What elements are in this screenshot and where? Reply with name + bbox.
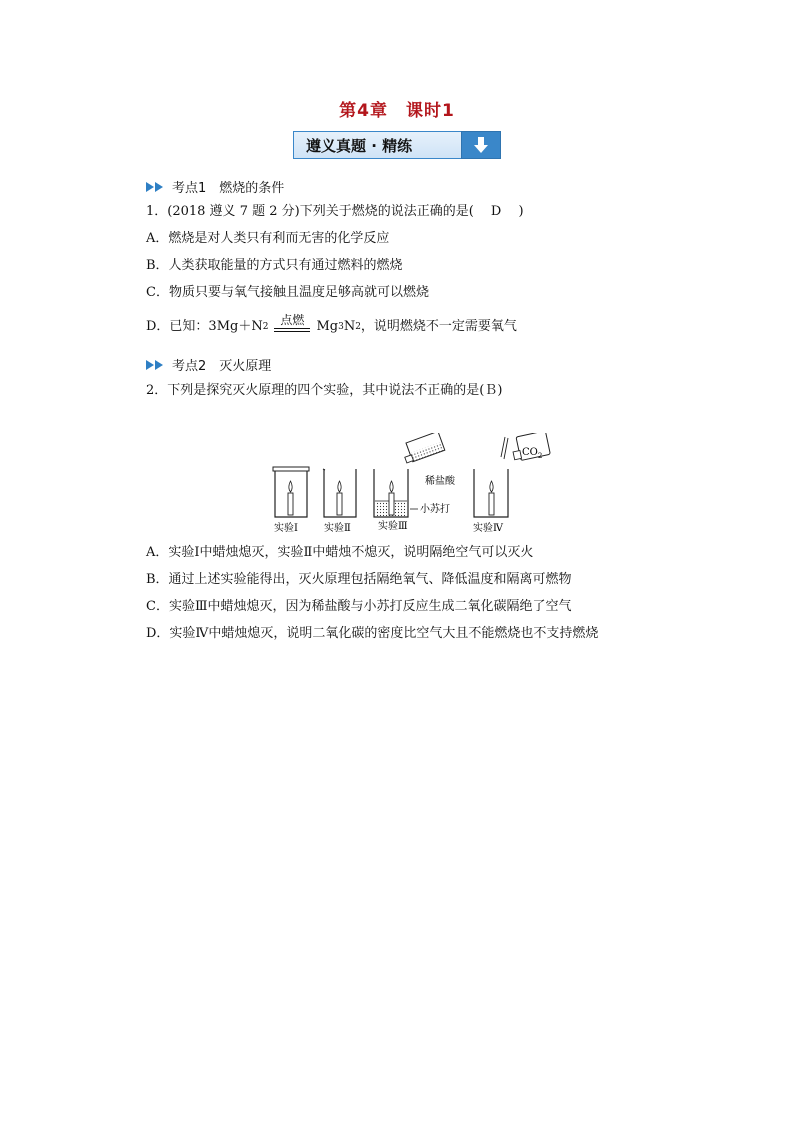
label-experiment-4: 实验Ⅳ bbox=[473, 523, 503, 534]
section-label: 考点1 燃烧的条件 bbox=[172, 181, 285, 196]
label-experiment-2: 实验Ⅱ bbox=[324, 523, 351, 534]
label-co2: $CO_2$ bbox=[522, 447, 543, 460]
double-arrow-icon bbox=[146, 360, 164, 370]
reaction-arrow bbox=[274, 314, 310, 332]
beaker-4 bbox=[474, 433, 550, 517]
option-c: C．物质只要与氧气接触且温度足够高就可以燃烧 bbox=[146, 285, 429, 300]
option-d: D．实验Ⅳ中蜡烛熄灭，说明二氧化碳的密度比空气大且不能燃烧也不支持燃烧 bbox=[146, 626, 599, 641]
reaction-condition: 点燃 bbox=[280, 313, 305, 327]
subscript: 3 bbox=[338, 322, 344, 332]
section-label: 考点2 灭火原理 bbox=[172, 359, 272, 374]
option-b: B．通过上述实验能得出，灭火原理包括隔绝氧气、降低温度和隔离可燃物 bbox=[146, 572, 572, 587]
beaker-1 bbox=[273, 467, 309, 517]
chapter-title: 第4章 课时1 bbox=[339, 101, 455, 121]
banner-label: 遵义真题 · 精练 bbox=[293, 131, 461, 159]
equation-prefix: D．已知：3Mg＋N bbox=[146, 319, 263, 334]
label-baking-soda: 小苏打 bbox=[420, 504, 450, 515]
option-c: C．实验Ⅲ中蜡烛熄灭，因为稀盐酸与小苏打反应生成二氧化碳隔绝了空气 bbox=[146, 599, 572, 614]
double-arrow-icon bbox=[146, 182, 164, 192]
section-banner bbox=[293, 131, 501, 161]
label-experiment-1: 实验Ⅰ bbox=[274, 523, 298, 534]
beaker-2 bbox=[323, 469, 356, 517]
product: N bbox=[343, 319, 356, 334]
question-stem: 1．(2018 遵义 7 题 2 分)下列关于燃烧的说法正确的是( D ) bbox=[146, 204, 524, 219]
question-stem: 2．下列是探究灭火原理的四个实验，其中说法不正确的是(Ｂ) bbox=[146, 383, 503, 398]
section-header-2 bbox=[146, 355, 271, 374]
equation-suffix: ，说明燃烧不一定需要氧气 bbox=[360, 319, 517, 334]
product: Mg bbox=[316, 319, 339, 334]
section-header-1 bbox=[146, 177, 284, 196]
option-a: A．实验Ⅰ中蜡烛熄灭，实验Ⅱ中蜡烛不熄灭，说明隔绝空气可以灭火 bbox=[146, 545, 534, 560]
label-acid: 稀盐酸 bbox=[425, 476, 455, 487]
label-experiment-3: 实验Ⅲ bbox=[378, 521, 408, 532]
experiment-figure bbox=[268, 433, 558, 539]
subscript: 2 bbox=[355, 322, 361, 332]
subscript: 2 bbox=[262, 322, 269, 332]
option-a: A．燃烧是对人类只有利而无害的化学反应 bbox=[146, 231, 390, 246]
down-arrow-icon[interactable] bbox=[461, 131, 501, 159]
option-d bbox=[146, 313, 517, 336]
option-b: B．人类获取能量的方式只有通过燃料的燃烧 bbox=[146, 258, 403, 273]
